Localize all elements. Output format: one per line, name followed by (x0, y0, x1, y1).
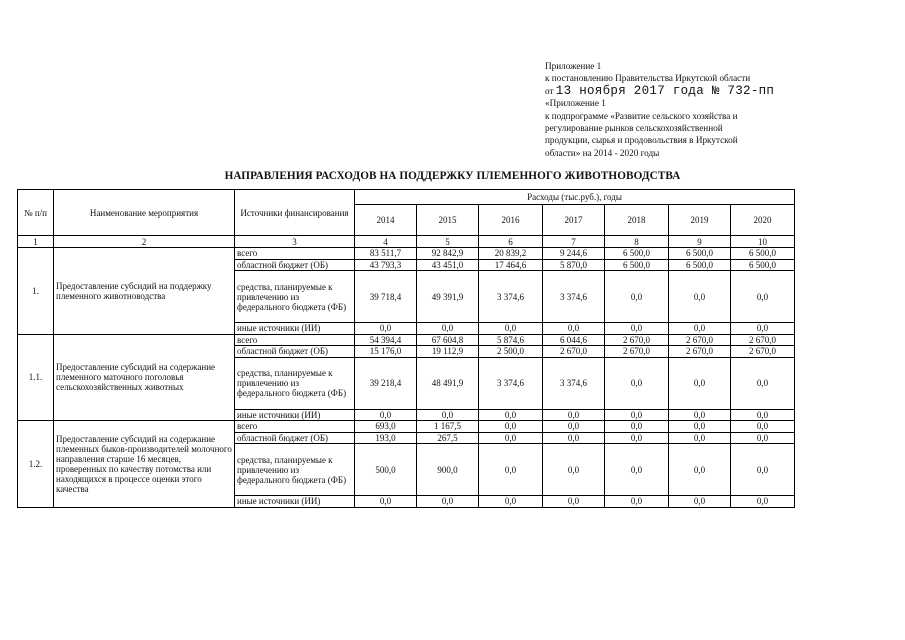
funding-source: всего (235, 248, 355, 260)
column-number: 7 (543, 236, 605, 248)
expenses-table (17, 189, 795, 508)
expense-value: 0,0 (543, 323, 605, 335)
column-number: 3 (235, 236, 355, 248)
expense-value: 54 394,4 (355, 334, 417, 346)
table-row (18, 421, 795, 433)
header-expenses: Расходы (тыс.руб.), годы (355, 190, 795, 205)
measure-name: Предоставление субсидий на содержание племенного маточного поголовья сельскохозяйственных животных (54, 334, 235, 421)
expense-value: 0,0 (479, 323, 543, 335)
expense-value: 0,0 (605, 357, 669, 409)
expense-value: 0,0 (417, 496, 479, 508)
expense-value: 693,0 (355, 421, 417, 433)
expense-value: 900,0 (417, 444, 479, 496)
expense-value: 6 500,0 (605, 259, 669, 271)
header-row (18, 190, 795, 205)
expense-value: 193,0 (355, 432, 417, 444)
expense-value: 0,0 (543, 432, 605, 444)
column-number: 10 (731, 236, 795, 248)
expense-value: 49 391,9 (417, 271, 479, 323)
expense-value: 6 500,0 (669, 248, 731, 260)
expense-value: 0,0 (417, 323, 479, 335)
expense-value: 19 112,9 (417, 346, 479, 358)
expense-value: 67 604,8 (417, 334, 479, 346)
row-number: 1.2. (18, 421, 54, 508)
funding-source: всего (235, 421, 355, 433)
expense-value: 0,0 (669, 409, 731, 421)
expense-value: 500,0 (355, 444, 417, 496)
expense-value: 0,0 (669, 496, 731, 508)
column-number: 9 (669, 236, 731, 248)
expense-value: 0,0 (479, 409, 543, 421)
appendix-line: «Приложение 1 (545, 98, 606, 109)
column-number: 4 (355, 236, 417, 248)
expense-value: 0,0 (605, 271, 669, 323)
funding-source: средства, планируемые к привлечению из федерального бюджета (ФБ) (235, 271, 355, 323)
appendix-line: к постановлению Правительства Иркутской области (545, 73, 751, 84)
funding-source: иные источники (ИИ) (235, 409, 355, 421)
year-header: 2017 (543, 205, 605, 236)
expense-value: 0,0 (669, 357, 731, 409)
expense-value: 0,0 (605, 496, 669, 508)
expense-value: 5 870,0 (543, 259, 605, 271)
year-header: 2016 (479, 205, 543, 236)
funding-source: иные источники (ИИ) (235, 496, 355, 508)
expense-value: 2 670,0 (669, 346, 731, 358)
row-number: 1.1. (18, 334, 54, 421)
expense-value: 3 374,6 (543, 357, 605, 409)
expense-value: 0,0 (669, 323, 731, 335)
header-source: Источники финансирования (235, 190, 355, 236)
appendix-line: регулирование рынков сельскохозяйственной (545, 123, 723, 134)
appendix-line: области» на 2014 - 2020 годы (545, 147, 660, 158)
funding-source: областной бюджет (ОБ) (235, 259, 355, 271)
column-number: 5 (417, 236, 479, 248)
expense-value: 20 839,2 (479, 248, 543, 260)
expense-value: 0,0 (669, 421, 731, 433)
year-header: 2015 (417, 205, 479, 236)
row-number: 1. (18, 248, 54, 335)
expense-value: 0,0 (417, 409, 479, 421)
expense-value: 0,0 (731, 421, 795, 433)
column-number: 8 (605, 236, 669, 248)
expense-value: 5 874,6 (479, 334, 543, 346)
expense-value: 6 500,0 (731, 259, 795, 271)
expense-value: 0,0 (731, 432, 795, 444)
expense-value: 2 670,0 (605, 346, 669, 358)
measure-name: Предоставление субсидий на содержание племенных быков-производителей молочного направления старше 16 месяцев, проверенных по качеству потомства или находящихся в процессе оценки этого качества (54, 421, 235, 508)
expense-value: 0,0 (479, 432, 543, 444)
expense-value: 2 670,0 (605, 334, 669, 346)
expense-value: 15 176,0 (355, 346, 417, 358)
expense-value: 0,0 (355, 409, 417, 421)
table-row (18, 248, 795, 260)
expense-value: 9 244,6 (543, 248, 605, 260)
expense-value: 0,0 (731, 409, 795, 421)
expense-value: 0,0 (479, 421, 543, 433)
expense-value: 0,0 (731, 444, 795, 496)
expense-value: 0,0 (479, 496, 543, 508)
expense-value: 39 718,4 (355, 271, 417, 323)
column-number: 1 (18, 236, 54, 248)
expense-value: 0,0 (543, 421, 605, 433)
expense-value: 39 218,4 (355, 357, 417, 409)
appendix-line: Приложение 1 (545, 61, 602, 71)
funding-source: всего (235, 334, 355, 346)
expense-value: 0,0 (731, 271, 795, 323)
expense-value: 0,0 (355, 496, 417, 508)
appendix-header (545, 60, 795, 159)
expense-value: 83 511,7 (355, 248, 417, 260)
column-number-row (18, 236, 795, 248)
funding-source: средства, планируемые к привлечению из федерального бюджета (ФБ) (235, 357, 355, 409)
expense-value: 0,0 (479, 444, 543, 496)
document-title: НАПРАВЛЕНИЯ РАСХОДОВ НА ПОДДЕРЖКУ ПЛЕМЕННОГО ЖИВОТНОВОДСТВА (224, 170, 681, 182)
column-number: 6 (479, 236, 543, 248)
expense-value: 3 374,6 (543, 271, 605, 323)
expense-value: 0,0 (669, 444, 731, 496)
expense-value: 43 793,3 (355, 259, 417, 271)
appendix-line: продукции, сырья и продовольствия в Иркутской (545, 135, 738, 146)
expense-value: 6 044,6 (543, 334, 605, 346)
appendix-line: к подпрограмме «Развитие сельского хозяйства и (545, 110, 738, 121)
expense-value: 2 670,0 (731, 334, 795, 346)
expense-value: 17 464,6 (479, 259, 543, 271)
expense-value: 0,0 (669, 432, 731, 444)
year-header: 2014 (355, 205, 417, 236)
expense-value: 6 500,0 (605, 248, 669, 260)
column-number: 2 (54, 236, 235, 248)
expense-value: 0,0 (669, 271, 731, 323)
funding-source: областной бюджет (ОБ) (235, 432, 355, 444)
decree-date-number: 13 ноября 2017 года № 732-пп (555, 83, 775, 98)
year-header: 2019 (669, 205, 731, 236)
expense-value: 3 374,6 (479, 271, 543, 323)
expense-value: 0,0 (731, 323, 795, 335)
expense-value: 2 500,0 (479, 346, 543, 358)
header-num: № п/п (18, 190, 54, 236)
expense-value: 0,0 (605, 444, 669, 496)
expense-value: 0,0 (731, 496, 795, 508)
funding-source: средства, планируемые к привлечению из федерального бюджета (ФБ) (235, 444, 355, 496)
table-row (18, 334, 795, 346)
expense-value: 3 374,6 (479, 357, 543, 409)
expense-value: 1 167,5 (417, 421, 479, 433)
measure-name: Предоставление субсидий на поддержку племенного животноводства (54, 248, 235, 335)
year-header: 2020 (731, 205, 795, 236)
expense-value: 0,0 (355, 323, 417, 335)
expense-value: 2 670,0 (543, 346, 605, 358)
expense-value: 0,0 (605, 409, 669, 421)
expense-value: 92 842,9 (417, 248, 479, 260)
header-name: Наименование мероприятия (54, 190, 235, 236)
expense-value: 43 451,0 (417, 259, 479, 271)
expense-value: 0,0 (605, 323, 669, 335)
expense-value: 6 500,0 (669, 259, 731, 271)
expense-value: 6 500,0 (731, 248, 795, 260)
expense-value: 267,5 (417, 432, 479, 444)
expense-value: 2 670,0 (731, 346, 795, 358)
decree-prefix: от (545, 85, 554, 96)
expense-value: 0,0 (605, 432, 669, 444)
expense-value: 48 491,9 (417, 357, 479, 409)
year-header: 2018 (605, 205, 669, 236)
table-body (18, 190, 795, 508)
expense-value: 0,0 (543, 409, 605, 421)
decree-line (545, 85, 795, 97)
expense-value: 0,0 (543, 496, 605, 508)
expense-value: 0,0 (731, 357, 795, 409)
expense-value: 0,0 (543, 444, 605, 496)
funding-source: иные источники (ИИ) (235, 323, 355, 335)
funding-source: областной бюджет (ОБ) (235, 346, 355, 358)
expense-value: 0,0 (605, 421, 669, 433)
expense-value: 2 670,0 (669, 334, 731, 346)
